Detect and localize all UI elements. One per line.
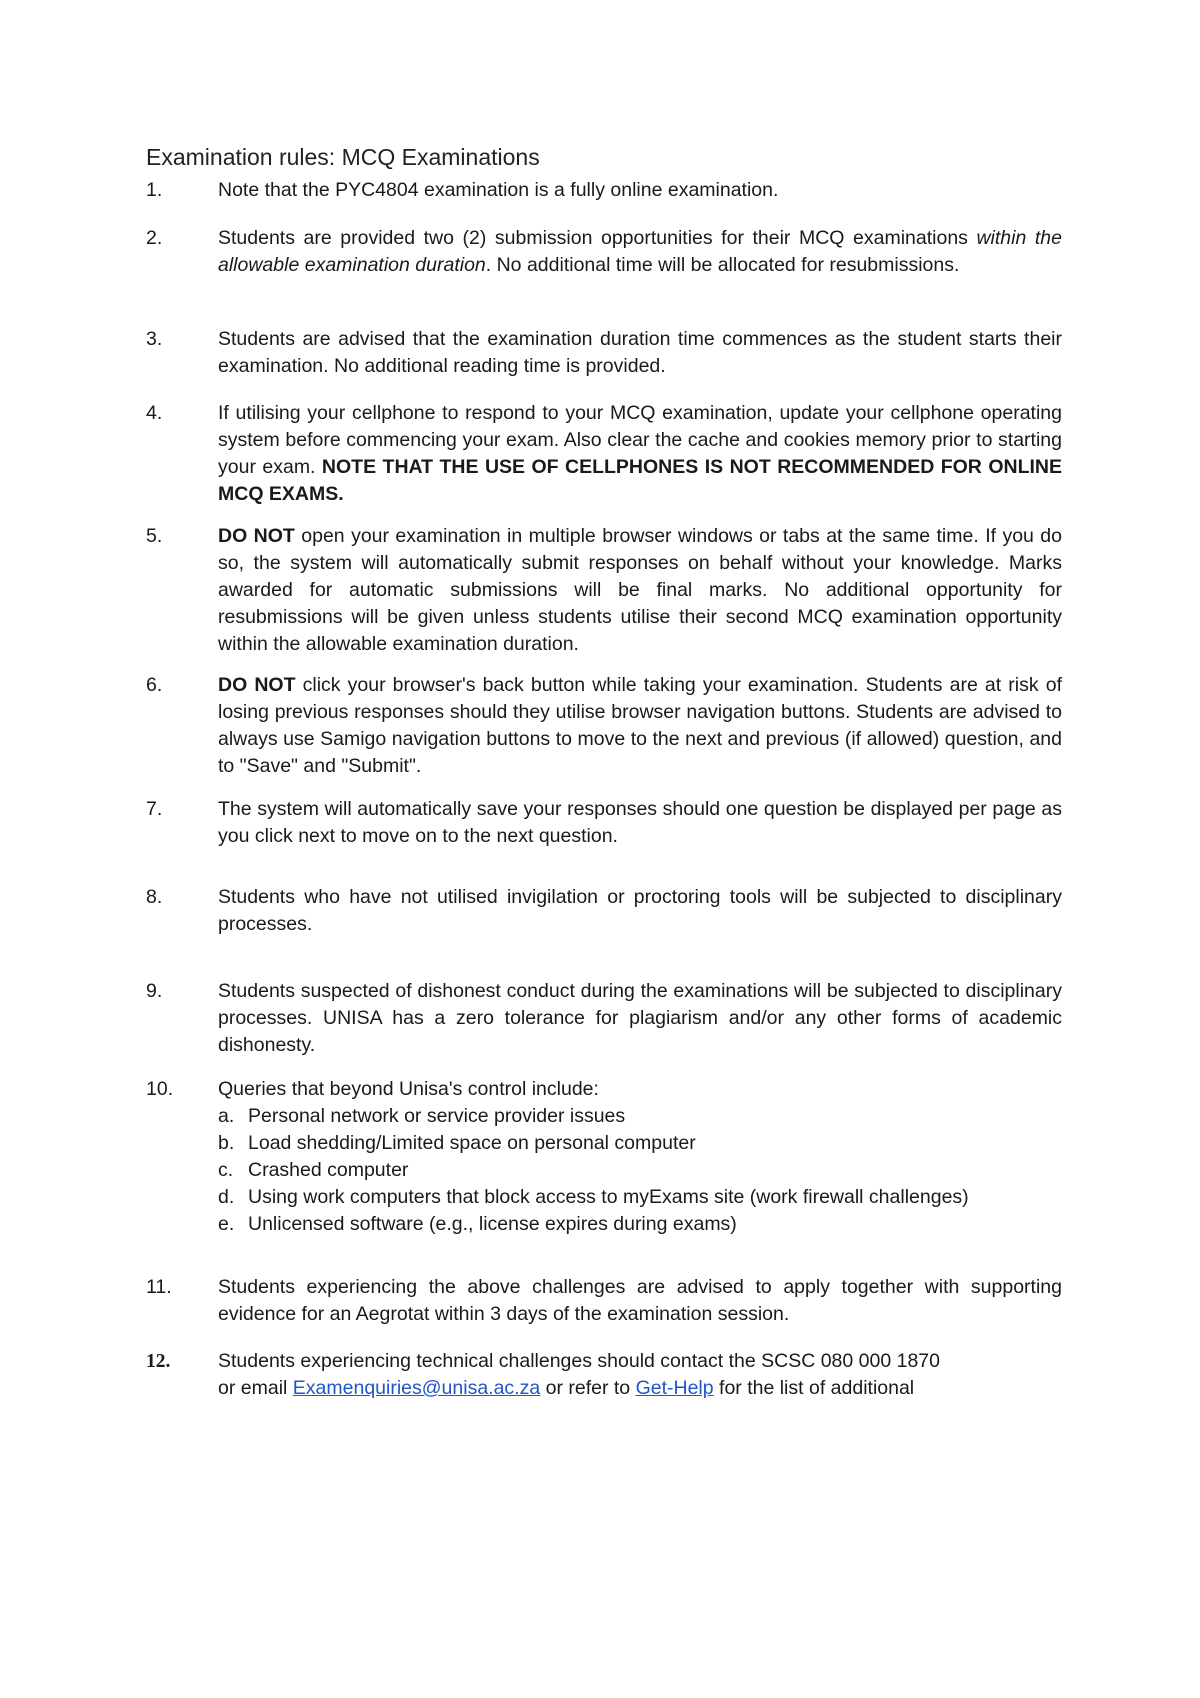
rule-number: 12. [146, 1351, 171, 1372]
rule-text: Students are advised that the examination duration time commences as the student starts their examination. No additional reading time is provided. [218, 328, 1062, 377]
page-title: Examination rules: MCQ Examinations [146, 144, 540, 170]
rule-text: Queries that beyond Unisa's control include: [218, 1078, 599, 1100]
emphasis-text: within the allowable examination duration [218, 227, 1062, 276]
rule-3 [146, 326, 1062, 380]
rule-text: Note that the PYC4804 examination is a fully online examination. [218, 179, 779, 201]
list-item [218, 1157, 1062, 1184]
item-text: Using work computers that block access to myExams site (work firewall challenges) [248, 1186, 969, 1208]
rule-number: 11. [146, 1276, 172, 1298]
rule-11 [146, 1274, 1062, 1328]
warning-text: NOTE THAT THE USE OF CELLPHONES IS NOT RECOMMENDED FOR ONLINE MCQ EXAMS. [218, 456, 1062, 505]
list-item [218, 1184, 1062, 1211]
rule-text [218, 1348, 1062, 1402]
rule-text: Students who have not utilised invigilation or proctoring tools will be subjected to disciplinary processes. [218, 886, 1062, 935]
item-text: Unlicensed software (e.g., license expires during exams) [248, 1213, 737, 1235]
rule-number: 10. [146, 1078, 174, 1100]
rule-number: 2. [146, 227, 163, 249]
rule-8 [146, 884, 1062, 938]
rule-number: 4. [146, 402, 163, 424]
item-text: Crashed computer [248, 1159, 409, 1181]
rule-number: 7. [146, 798, 163, 820]
rule-7 [146, 796, 1062, 850]
rule-number: 6. [146, 674, 163, 696]
email-link[interactable]: Examenquiries@unisa.ac.za [292, 1377, 541, 1399]
item-letter: c. [218, 1159, 234, 1181]
rule-6 [146, 672, 1062, 780]
list-item [218, 1103, 1062, 1130]
rule-10 [146, 1076, 1062, 1238]
list-item [218, 1130, 1062, 1157]
rule-text: Students are provided two (2) submission opportunities for their MCQ examinations within the allowable examination duration. No additional time will be allocated for resubmissions. [218, 227, 1062, 276]
get-help-link[interactable]: Get-Help [635, 1377, 714, 1399]
rule-text: Students suspected of dishonest conduct during the examinations will be subjected to disciplinary processes. UNISA has a zero tolerance for plagiarism and/or any other forms of academic dishonesty. [218, 980, 1062, 1056]
rule-5 [146, 523, 1062, 658]
rule-number: 1. [146, 179, 163, 201]
rule-text: If utilising your cellphone to respond to your MCQ examination, update your cellphone operating system before commencing your exam. Also clear the cache and cookies memory prior to starting your exam. NOTE THAT THE USE OF CELLPHONES IS NOT RECOMMENDED FOR ONLINE MCQ EXAMS. [218, 402, 1062, 505]
rule-text: DO NOT click your browser's back button while taking your examination. Students are at risk of losing previous responses should they utilise browser navigation buttons. Students are advised to always use Samigo navigation buttons to move to the next and previous (if allowed) question, and to "Save" and "Submit". [218, 674, 1062, 777]
rule-1 [146, 177, 1062, 204]
rule-2 [146, 225, 1062, 279]
do-not-label: DO NOT [218, 674, 296, 696]
item-text: Load shedding/Limited space on personal computer [248, 1132, 696, 1154]
rule-number: 3. [146, 328, 163, 350]
rule-12 [146, 1348, 1062, 1402]
rule-12-line-2: or email Examenquiries@unisa.ac.za or refer to Get-Help for the list of additional [218, 1377, 915, 1399]
rule-number: 5. [146, 525, 163, 547]
item-letter: a. [218, 1105, 235, 1127]
rule-4 [146, 400, 1062, 508]
list-item [218, 1211, 1062, 1238]
rule-text: The system will automatically save your responses should one question be displayed per page as you click next to move on to the next question. [218, 798, 1062, 847]
item-letter: d. [218, 1186, 235, 1208]
rule-number: 8. [146, 886, 163, 908]
sub-list [218, 1103, 1062, 1238]
item-text: Personal network or service provider issues [248, 1105, 626, 1127]
item-letter: e. [218, 1213, 235, 1235]
do-not-label: DO NOT [218, 525, 295, 547]
item-letter: b. [218, 1132, 235, 1154]
rule-text: Students experiencing the above challenges are advised to apply together with supporting evidence for an Aegrotat within 3 days of the examination session. [218, 1276, 1062, 1325]
rule-number: 9. [146, 980, 163, 1002]
rule-12-line-1: Students experiencing technical challenges should contact the SCSC 080 000 1870 [218, 1350, 940, 1372]
rule-text: DO NOT open your examination in multiple browser windows or tabs at the same time. If you do so, the system will automatically submit responses on behalf without your knowledge. Marks awarded for automatic submissions will be final marks. No additional opportunity for resubmissions will be given unless students utilise their second MCQ examination opportunity within the allowable examination duration. [218, 525, 1062, 655]
rule-9 [146, 978, 1062, 1059]
